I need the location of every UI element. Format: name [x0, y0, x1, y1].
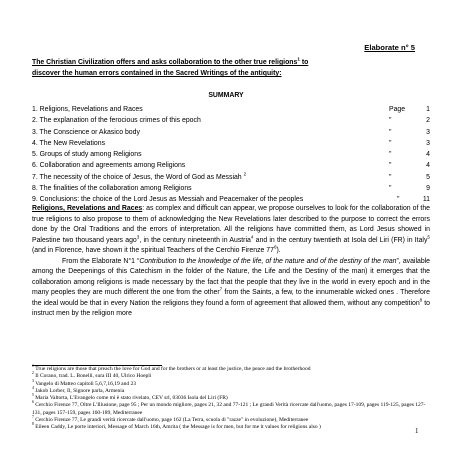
toc-item-page-number: 11: [422, 196, 430, 204]
toc-item[interactable]: [32, 115, 430, 126]
document-title: [32, 57, 432, 79]
footnote: $^3$ Vangelo di Matteo capitoli 5,6,7,16,19 and 23: [32, 378, 137, 387]
footnote-ref[interactable]: 6: [273, 244, 277, 250]
toc-item-label: 8. The finalities of the collaboration among Religions: [32, 185, 192, 193]
elaborate-number: Elaborate n° 5: [364, 43, 415, 52]
toc-item-ditto: ": [389, 162, 392, 170]
section-lead: Religions, Revelations and Races: [32, 205, 143, 212]
toc-item-page-number: 1: [426, 106, 430, 113]
toc-item-page-number: 4: [426, 162, 430, 170]
table-of-contents: [32, 104, 430, 206]
toc-item-ditto: ": [397, 196, 400, 204]
toc-item[interactable]: [32, 104, 430, 115]
page-number: 1: [415, 428, 419, 435]
toc-item[interactable]: [32, 149, 430, 160]
toc-item-ditto: ": [389, 173, 392, 181]
cited-title: Contribution to the knowledge of the life, of the nature and of the destiny of the man: [139, 257, 397, 265]
toc-item[interactable]: [32, 183, 430, 194]
title-line-2: discover the human errors contained in the Sacred Writings of the antiquity:: [32, 70, 282, 77]
toc-item-label: 1. Religions, Revelations and Races: [32, 106, 143, 113]
toc-item[interactable]: [32, 172, 430, 183]
toc-item[interactable]: [32, 138, 430, 149]
paragraph-elaborate-one: From the Elaborate N°1 “Contribution to the knowledge of the life, of the nature and of the destiny of the man”, available among the Deepenings of this Catechism in the folder of the Nature, the Life and the Destiny of the man) it emerges that the collaboration among religions is made necessary by the fact that the people that they live in the world in every epoch and in the many peoples they are much different the one from the other$^7$ from the Saints, a few, to the innumerable wicked ones . Therefore the ideal would be that in every Nation the religions they found a form of agreement that allowed them, without any competition$^8$ to instruct men by the religion more: [32, 257, 431, 317]
toc-item-label: 2. The explanation of the ferocious crimes of this epoch: [32, 117, 201, 125]
toc-item[interactable]: [32, 127, 430, 138]
toc-item-ditto: ": [389, 117, 392, 125]
title-line-1-end: to: [299, 59, 309, 66]
title-footnote-ref[interactable]: 1: [297, 56, 300, 62]
footnote-ref[interactable]: 4: [250, 234, 254, 240]
toc-item-page-number: 5: [426, 173, 430, 181]
summary-heading: SUMMARY: [208, 92, 244, 99]
footnote: $^8$ Eileen Caddy, Le porte interiori, Message of March 16th, Amrita ( the Message is for men, but for me it values for religions also ): [32, 422, 321, 431]
toc-item-label: 5. Groups of study among Religions: [32, 151, 142, 159]
toc-item-label: 9. Conclusions: the choice of the Lord Jesus as Messiah and Peacemaker of the peoples: [32, 196, 304, 204]
toc-item-page-number: 2: [426, 117, 430, 125]
toc-item-label: 7. The necessity of the choice of Jesus, the Word of God as Messiah: [32, 173, 242, 181]
toc-item-ditto: ": [389, 128, 392, 136]
toc-item-label: 3. The Conscience or Akasico body: [32, 128, 140, 136]
toc-item-page-number: 3: [426, 128, 430, 136]
footnote-ref[interactable]: 5: [427, 234, 430, 240]
footnote: $^4$ Jakob Lorber, Il, Signore parla, Armenia: [32, 386, 125, 394]
toc-item-label: 6. Collaboration and agreements among Religions: [32, 162, 186, 170]
footnote-ref[interactable]: 7: [219, 286, 223, 292]
footnote: $^1$ True religions are those that preach the love for God and for the brothers or at least the justice, the peace and the brotherhood: [32, 364, 311, 372]
footnote: $^2$ Il Corano, trad. L. Bonelli, sura III 40, Ulrico Hoepli: [32, 371, 152, 380]
toc-item-ditto: ": [389, 185, 392, 193]
footnote: $^6$ Cerchio Firenze 77, Oltre L'Illusione, page 95 ; Per un mondo migliore, pages 21, 32 and 77-121 ; Le grandi Verità ricercate dall'uomo, pages 17-109, pages 119-125, pages 127-131, pages 157-159, pages 160-189, Mediterranee: [32, 400, 426, 416]
footnote: $^7$ Cerchio Firenze 77, Le grandi verità ricercate dall'uomo, page 162 (La Terra, scuola di "razze" in evoluzione), Mediterranee: [32, 415, 309, 424]
toc-item-page-word: Page: [389, 106, 406, 113]
toc-item-ditto: ": [389, 139, 392, 147]
footnotes: [32, 366, 432, 432]
footnote-ref[interactable]: 3: [136, 234, 140, 240]
toc-item[interactable]: [32, 160, 430, 171]
body-text: [32, 204, 430, 320]
footnote-ref[interactable]: 8: [419, 297, 423, 303]
footnote: $^5$ Maria Valtorta, L'Evangelo come mi è stato rivelato, CEV srl, 03036 Isola del Liri (FR): [32, 393, 228, 402]
toc-item-page-number: 9: [426, 185, 430, 193]
paragraph-religions-revelations: Religions, Revelations and Races: as complex and difficult can appear, we propose ourselves to look for the collaboration of the true religions to also propose to them of acknowledging the New Revelations later described to the purpose to correct the errors done by the Oral Traditions and the errors of interpretation. All the religions have committed them, as Lord Jesus showed in Palestine two thousand years ago$^3$, in the century nineteenth in Austria$^4$ and in the century twentieth at Isola del Liri (FR) in Italy$^5$ (and in Florence, have shown it the spiritual Teachers of the Cerchio Firenze $77^6$).: [32, 205, 430, 254]
toc-item-page-number: 4: [426, 151, 430, 159]
toc-item-ditto: ": [389, 151, 392, 159]
title-line-1: The Christian Civilization offers and asks collaboration to the other true religions: [32, 59, 298, 66]
toc-item-label: 4. The New Revelations: [32, 139, 106, 147]
toc-item-page-number: 3: [426, 139, 430, 147]
toc-footnote-ref[interactable]: 2: [243, 171, 247, 177]
